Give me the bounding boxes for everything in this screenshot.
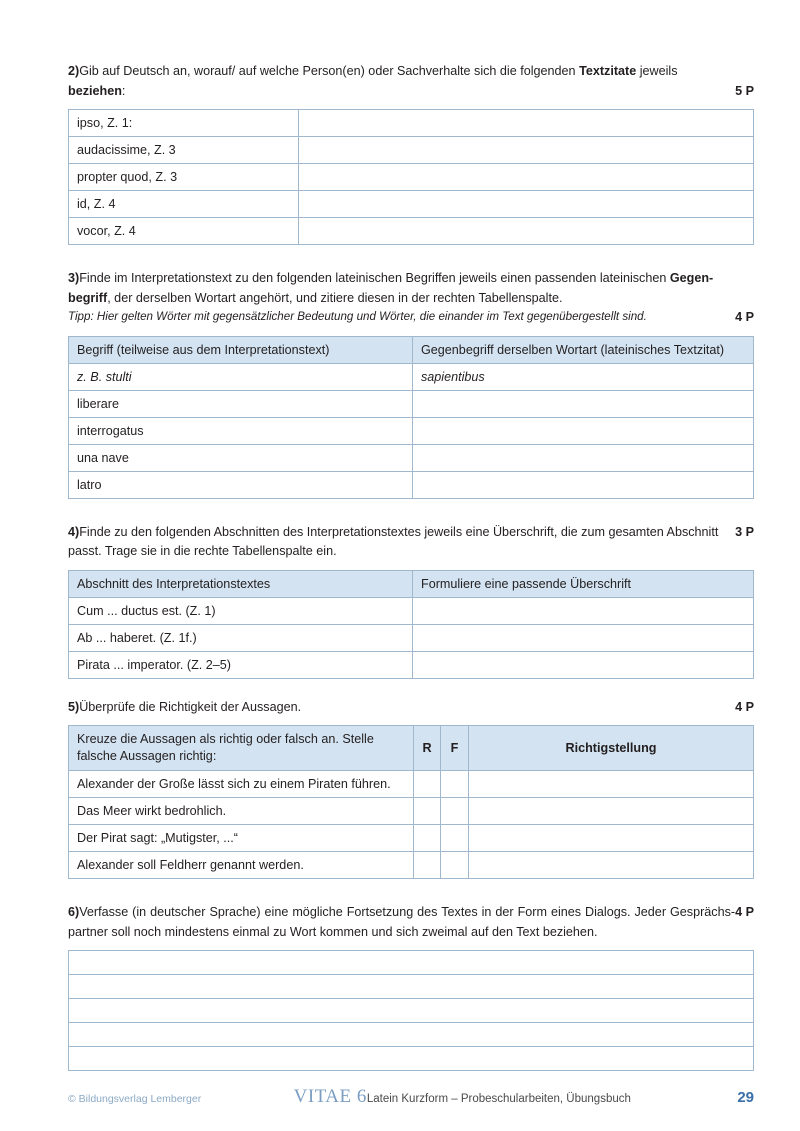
task-6-number: 6) xyxy=(68,905,80,920)
task-2 xyxy=(68,62,754,245)
task-2-table-body xyxy=(69,110,754,245)
task-5-checkbox-true[interactable] xyxy=(414,798,441,825)
task-5-table xyxy=(68,725,754,879)
task-5-correction[interactable] xyxy=(469,852,754,879)
task-2-bold-term-2: beziehen xyxy=(68,83,122,98)
task-5-instruction xyxy=(68,698,754,718)
task-4-answer[interactable] xyxy=(413,597,754,624)
task-3-answer[interactable] xyxy=(413,390,754,417)
task-5-correction[interactable] xyxy=(469,825,754,852)
task-2-answer[interactable] xyxy=(299,137,754,164)
task-3-bold-term: Gegen- xyxy=(669,271,714,286)
task-3-term: liberare xyxy=(69,390,413,417)
task-2-bold-term: Textzitate xyxy=(579,64,637,78)
copyright-notice: © Bildungsverlag Lemberger xyxy=(68,1093,202,1105)
task-3-term: latro xyxy=(69,471,413,498)
task-6-text: Verfasse (in deutscher Sprache) eine mögliche Fortsetzung des Textes in der Form eines Dialogs. Jeder Gesprächs-partner soll noch mindestens einmal zu Wort kommen und sich zweimal auf den Text beziehen. xyxy=(68,905,736,939)
table-row xyxy=(69,444,754,471)
task-3-tip-line xyxy=(68,308,754,328)
task-5-table-head xyxy=(69,726,754,771)
task-2-points: 5 P xyxy=(735,83,754,98)
task-4-points: 3 P xyxy=(735,524,754,539)
task-4-instruction xyxy=(68,523,754,562)
task-4-header-left: Abschnitt des Interpretationstextes xyxy=(69,570,413,597)
series-info xyxy=(201,1086,723,1108)
table-row xyxy=(69,999,754,1023)
task-4-section: Ab ... haberet. (Z. 1f.) xyxy=(69,624,413,651)
task-5-checkbox-false[interactable] xyxy=(441,771,469,798)
task-3-number: 3) xyxy=(68,271,80,286)
task-5-table-body xyxy=(69,771,754,879)
task-4-header-right: Formuliere eine passende Überschrift xyxy=(413,570,754,597)
task-3-term: z. B. stulti xyxy=(69,363,413,390)
task-3-answer[interactable] xyxy=(413,444,754,471)
table-row xyxy=(69,597,754,624)
task-3 xyxy=(68,269,754,499)
task-6-points: 4 P xyxy=(735,905,754,920)
task-5-statement: Der Pirat sagt: „Mutigster, ...“ xyxy=(69,825,414,852)
task-3-table xyxy=(68,336,754,499)
task-5-points: 4 P xyxy=(735,699,754,714)
task-4-table-head xyxy=(69,570,754,597)
table-row xyxy=(69,975,754,999)
task-5-header-false: F xyxy=(441,726,469,771)
table-row xyxy=(69,471,754,498)
task-4-text: Finde zu den folgenden Abschnitten des Interpretationstextes jeweils eine Überschrift, die zum gesamten Abschnitt passt. Trage sie in die rechte Tabellenspalte ein. xyxy=(68,524,719,559)
task-2-text-1: Gib auf Deutsch an, worauf/ auf welche Person(en) oder Sachverhalte sich die folgenden xyxy=(79,64,580,78)
task-6-instruction xyxy=(68,903,754,942)
task-3-answer[interactable] xyxy=(413,417,754,444)
task-2-cue: audacissime, Z. 3 xyxy=(69,137,299,164)
table-row xyxy=(69,798,754,825)
task-6-answer-line[interactable] xyxy=(69,1047,754,1071)
table-header-row xyxy=(69,570,754,597)
task-5-statement: Alexander soll Feldherr genannt werden. xyxy=(69,852,414,879)
task-6-table xyxy=(68,950,754,1071)
task-3-table-head xyxy=(69,336,754,363)
task-3-table-body xyxy=(69,363,754,498)
task-4-number: 4) xyxy=(68,524,80,539)
task-3-header-right: Gegenbegriff derselben Wortart (lateinisches Textzitat) xyxy=(413,336,754,363)
task-4-section: Cum ... ductus est. (Z. 1) xyxy=(69,597,413,624)
table-row xyxy=(69,651,754,678)
task-5-statement: Alexander der Große lässt sich zu einem Piraten führen. xyxy=(69,771,414,798)
table-header-row xyxy=(69,726,754,771)
page-footer xyxy=(68,1086,754,1108)
task-5-checkbox-true[interactable] xyxy=(414,852,441,879)
task-3-instruction-line2 xyxy=(68,289,754,309)
table-row xyxy=(69,771,754,798)
series-subtitle: Latein Kurzform – Probeschularbeiten, Übungsbuch xyxy=(366,1093,631,1105)
task-5-correction[interactable] xyxy=(469,771,754,798)
task-3-instruction xyxy=(68,269,754,289)
task-2-answer[interactable] xyxy=(299,218,754,245)
task-3-tip: Tipp: Hier gelten Wörter mit gegensätzlicher Bedeutung und Wörter, die einander im Text gegenübergestellt sind. xyxy=(68,310,647,324)
task-5-header-true: R xyxy=(414,726,441,771)
task-3-text-1: Finde im Interpretationstext zu den folgenden lateinischen Begriffen jeweils einen passenden lateinischen xyxy=(79,271,670,286)
task-6-answer-line[interactable] xyxy=(69,1023,754,1047)
task-3-term: una nave xyxy=(69,444,413,471)
task-2-table xyxy=(68,109,754,245)
task-5-header-statements: Kreuze die Aussagen als richtig oder falsch an. Stelle falsche Aussagen richtig: xyxy=(69,726,414,771)
task-3-text-2: , der derselben Wortart angehört, und zitiere diesen in der rechten Tabellenspalte. xyxy=(107,290,563,305)
table-row xyxy=(69,951,754,975)
table-row xyxy=(69,137,754,164)
task-3-term: interrogatus xyxy=(69,417,413,444)
task-6-answer-line[interactable] xyxy=(69,951,754,975)
task-4 xyxy=(68,523,754,679)
task-3-bold-term-cont: begriff xyxy=(68,290,108,305)
table-row xyxy=(69,164,754,191)
table-row xyxy=(69,1023,754,1047)
task-4-table xyxy=(68,570,754,679)
task-2-text-2: jeweils xyxy=(636,64,678,78)
task-5-checkbox-false[interactable] xyxy=(441,852,469,879)
task-2-number: 2) xyxy=(68,64,80,78)
task-3-answer[interactable] xyxy=(413,471,754,498)
task-6-table-body xyxy=(69,951,754,1071)
table-row xyxy=(69,624,754,651)
task-2-answer[interactable] xyxy=(299,191,754,218)
table-row xyxy=(69,1047,754,1071)
table-row xyxy=(69,363,754,390)
task-5-statement: Das Meer wirkt bedrohlich. xyxy=(69,798,414,825)
task-5-text: Überprüfe die Richtigkeit der Aussagen. xyxy=(79,699,302,714)
task-2-answer[interactable] xyxy=(299,164,754,191)
task-6 xyxy=(68,903,754,1071)
task-6-answer-line[interactable] xyxy=(69,999,754,1023)
task-2-instruction-line2 xyxy=(68,82,754,102)
page-number: 29 xyxy=(737,1089,754,1106)
task-2-cue: vocor, Z. 4 xyxy=(69,218,299,245)
task-4-answer[interactable] xyxy=(413,624,754,651)
task-5-number: 5) xyxy=(68,699,80,714)
task-5-checkbox-true[interactable] xyxy=(414,825,441,852)
task-3-points: 4 P xyxy=(735,310,754,325)
table-row xyxy=(69,191,754,218)
task-2-cue: propter quod, Z. 3 xyxy=(69,164,299,191)
task-4-answer[interactable] xyxy=(413,651,754,678)
task-2-cue: id, Z. 4 xyxy=(69,191,299,218)
task-3-header-left: Begriff (teilweise aus dem Interpretationstext) xyxy=(69,336,413,363)
table-row xyxy=(69,417,754,444)
task-2-cue: ipso, Z. 1: xyxy=(69,110,299,137)
task-5-correction[interactable] xyxy=(469,798,754,825)
task-3-answer[interactable]: sapientibus xyxy=(413,363,754,390)
table-header-row xyxy=(69,336,754,363)
task-5-checkbox-false[interactable] xyxy=(441,798,469,825)
task-5 xyxy=(68,698,754,880)
task-6-answer-line[interactable] xyxy=(69,975,754,999)
task-4-table-body xyxy=(69,597,754,678)
task-2-instruction xyxy=(68,62,754,82)
task-4-section: Pirata ... imperator. (Z. 2–5) xyxy=(69,651,413,678)
table-row xyxy=(69,218,754,245)
task-5-header-correction: Richtigstellung xyxy=(469,726,754,771)
task-2-text-3: : xyxy=(121,83,126,98)
task-5-checkbox-false[interactable] xyxy=(441,825,469,852)
page-content xyxy=(68,62,754,1071)
table-row xyxy=(69,390,754,417)
task-2-answer[interactable] xyxy=(299,110,754,137)
series-title: VITAE 6 xyxy=(293,1086,367,1107)
table-row xyxy=(69,110,754,137)
table-row xyxy=(69,825,754,852)
task-5-checkbox-true[interactable] xyxy=(414,771,441,798)
table-row xyxy=(69,852,754,879)
